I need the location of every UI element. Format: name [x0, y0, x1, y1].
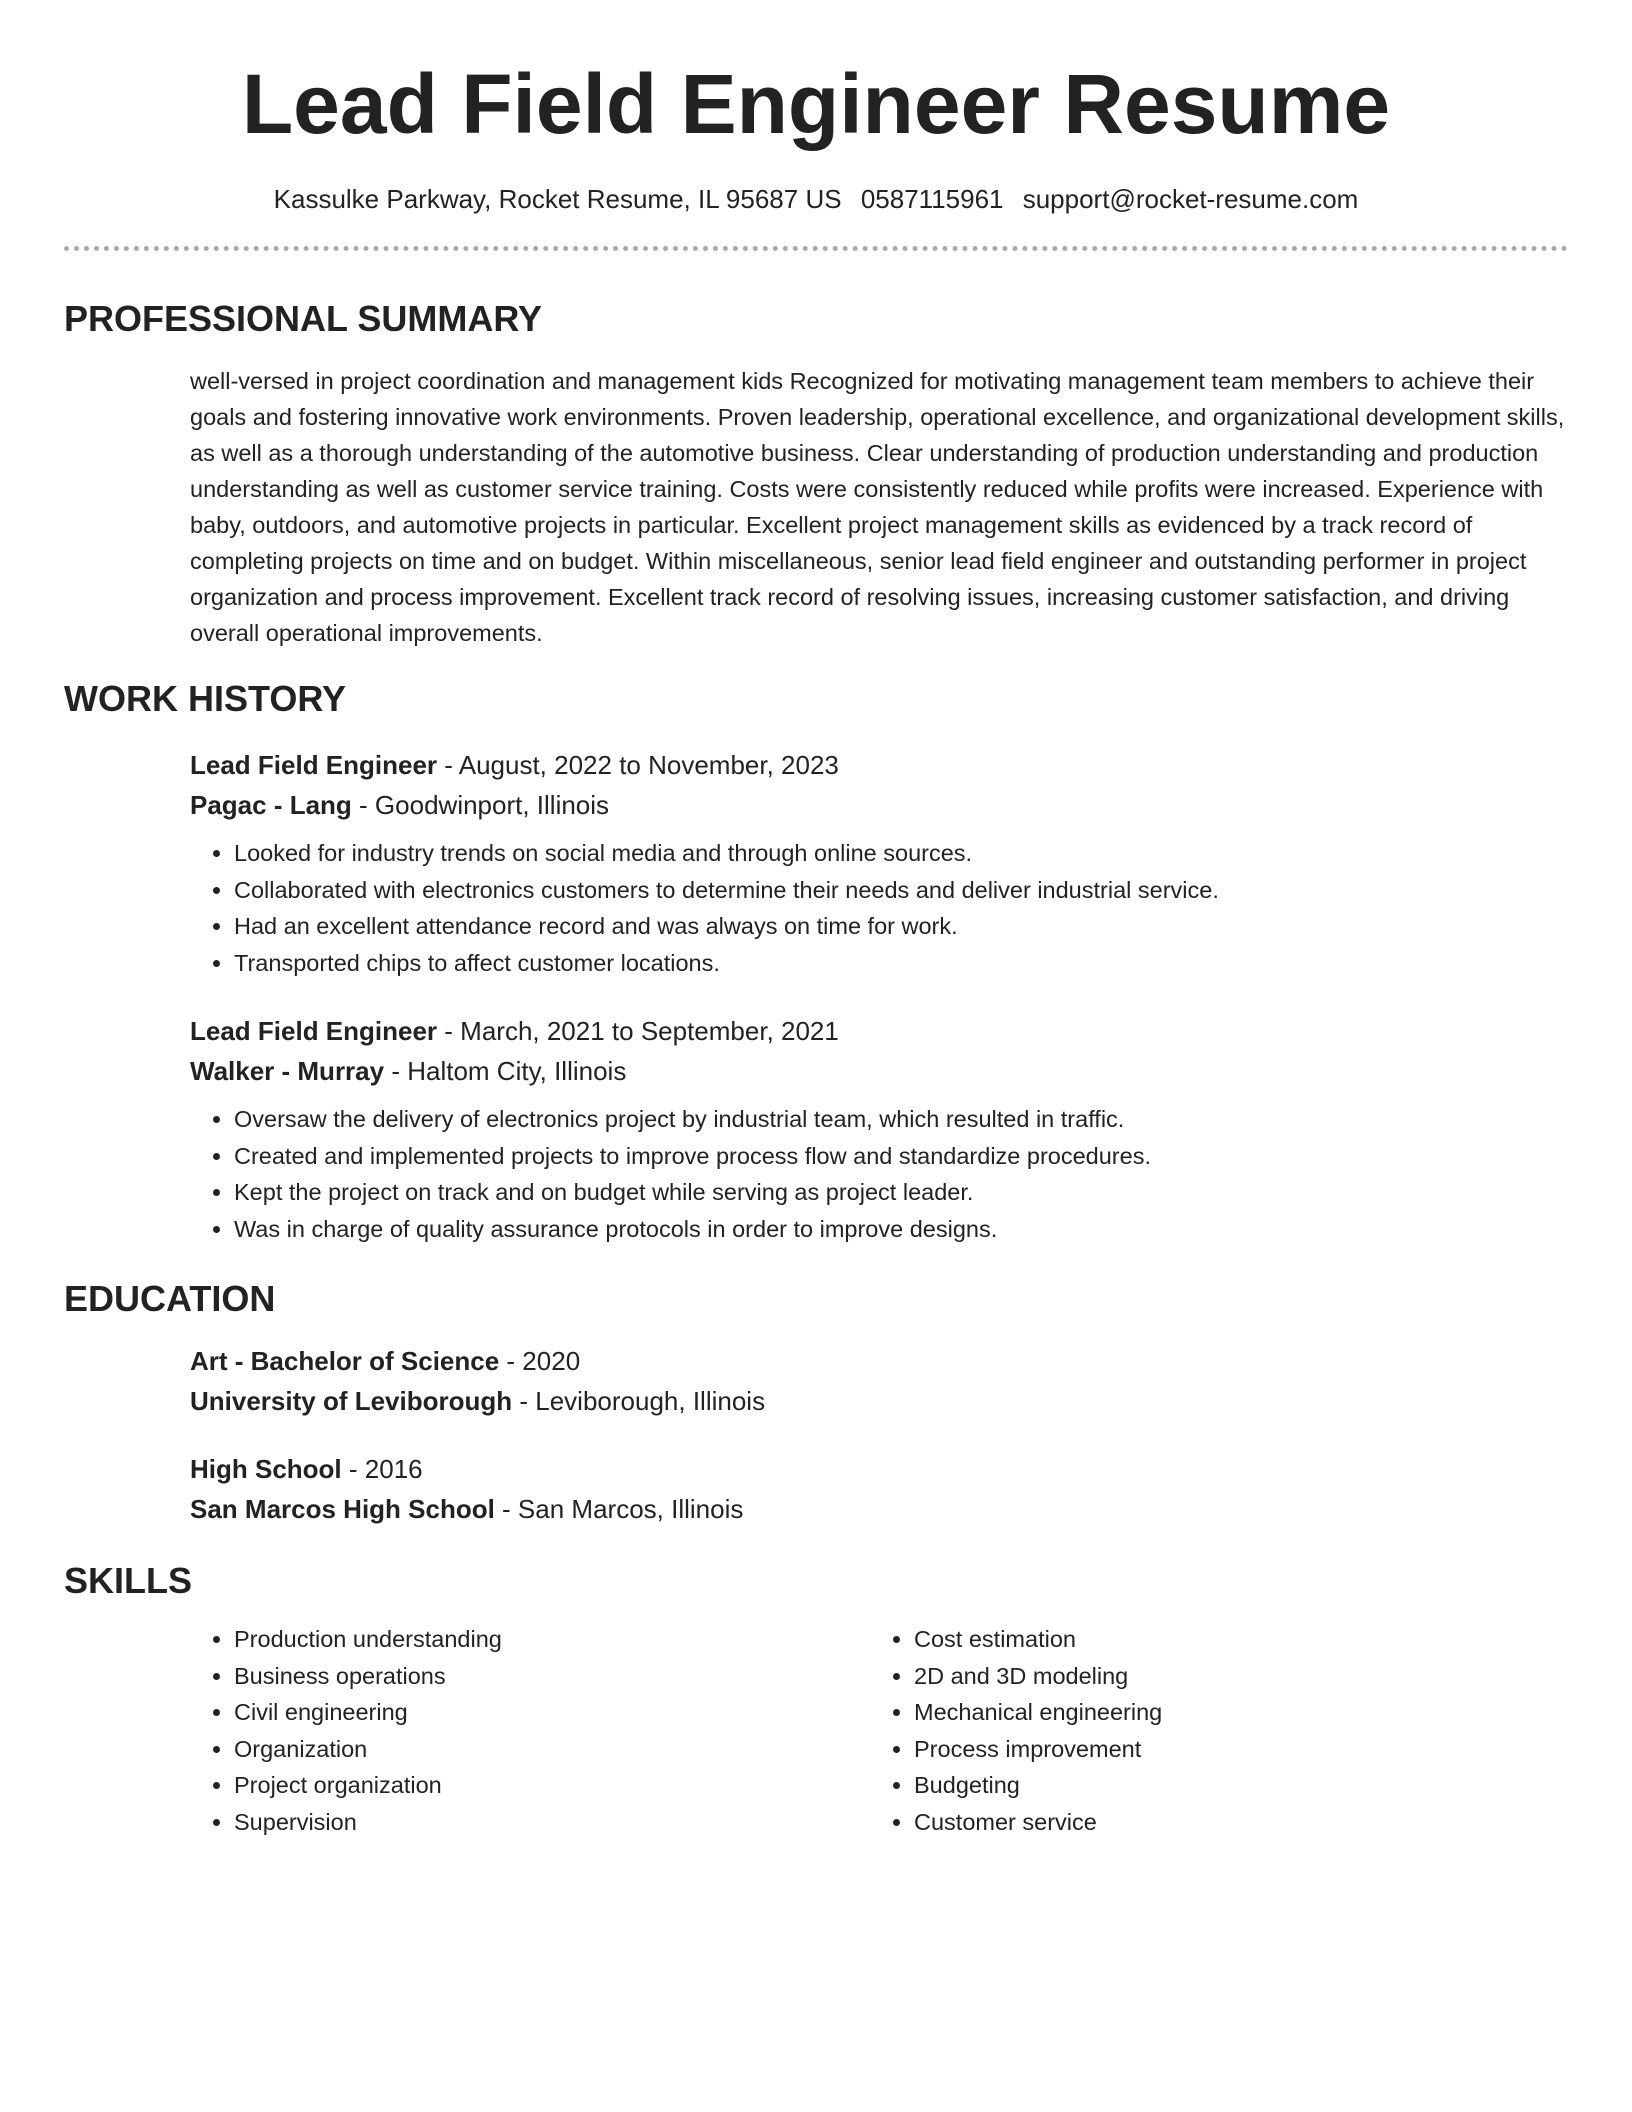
skills-grid: [190, 1621, 1568, 1840]
summary-section: [64, 297, 1568, 651]
list-item: • Kept the project on track and on budget while serving as project leader.: [234, 1174, 1568, 1211]
job-entry: [190, 745, 1568, 981]
contact-address: Kassulke Parkway, Rocket Resume, IL 95687 US: [273, 184, 842, 214]
list-item: • Transported chips to affect customer locations.: [234, 945, 1568, 982]
skill-item: • Process improvement: [914, 1731, 1550, 1768]
skill-item: • Business operations: [234, 1658, 870, 1695]
skills-column-right: [870, 1621, 1550, 1840]
skill-item: • Cost estimation: [914, 1621, 1550, 1658]
job-dates: - August, 2022 to November, 2023: [437, 750, 839, 780]
job-company: Walker - Murray: [190, 1056, 385, 1086]
degree-line: [190, 1341, 1568, 1381]
job-company: Pagac - Lang: [190, 790, 352, 820]
job-dates: - March, 2021 to September, 2021: [437, 1016, 839, 1046]
degree-year: - 2016: [341, 1454, 423, 1484]
list-item: • Was in charge of quality assurance protocols in order to improve designs.: [234, 1211, 1568, 1248]
degree-year: - 2020: [499, 1346, 581, 1376]
skills-heading: SKILLS: [64, 1560, 193, 1601]
skills-column-left: [190, 1621, 870, 1840]
resume-title: Lead Field Engineer Resume: [241, 57, 1391, 151]
list-item: • Collaborated with electronics customers to determine their needs and deliver industrial service.: [234, 872, 1568, 909]
school-location: - Leviborough, Illinois: [512, 1386, 766, 1416]
skill-item: • Budgeting: [914, 1767, 1550, 1804]
job-company-line: [190, 785, 1568, 825]
degree: High School: [190, 1454, 342, 1484]
skill-item: • Organization: [234, 1731, 870, 1768]
list-item: • Oversaw the delivery of electronics project by industrial team, which resulted in traffic.: [234, 1101, 1568, 1138]
skill-item: • Project organization: [234, 1767, 870, 1804]
skill-item: • Civil engineering: [234, 1694, 870, 1731]
skill-item: • Supervision: [234, 1804, 870, 1841]
contact-line: [64, 182, 1568, 216]
degree-line: [190, 1449, 1568, 1489]
school-line: [190, 1381, 1568, 1421]
contact-email: support@rocket-resume.com: [1022, 184, 1359, 214]
summary-heading: PROFESSIONAL SUMMARY: [64, 298, 543, 339]
school-location: - San Marcos, Illinois: [494, 1494, 744, 1524]
skill-item: • 2D and 3D modeling: [914, 1658, 1550, 1695]
skill-item: • Production understanding: [234, 1621, 870, 1658]
school-line: [190, 1489, 1568, 1529]
job-entry: [190, 1011, 1568, 1247]
job-title: Lead Field Engineer: [190, 1016, 438, 1046]
job-title-line: [190, 1011, 1568, 1051]
skill-item: • Customer service: [914, 1804, 1550, 1841]
school-name: San Marcos High School: [190, 1494, 495, 1524]
summary-text: well-versed in project coordination and management kids Recognized for motivating management team members to achieve their goals and fostering innovative work environments. Proven leadership, operational excellence, and organizational development skills, as well as a thorough understanding of the automotive business. Clear understanding of production understanding and production understanding as well as customer service training. Costs were consistently reduced while profits were increased. Experience with baby, outdoors, and automotive projects in particular. Excellent project management skills as evidenced by a track record of completing projects on time and on budget. Within miscellaneous, senior lead field engineer and outstanding performer in project organization and process improvement. Excellent track record of resolving issues, increasing customer satisfaction, and driving overall operational improvements.: [190, 368, 1565, 646]
job-location: - Goodwinport, Illinois: [351, 790, 610, 820]
skills-section: [64, 1559, 1568, 1840]
job-location: - Haltom City, Illinois: [384, 1056, 627, 1086]
job-bullets: [190, 1101, 1568, 1247]
job-title: Lead Field Engineer: [190, 750, 438, 780]
job-bullets: [190, 835, 1568, 981]
degree: Art - Bachelor of Science: [190, 1346, 500, 1376]
list-item: • Had an excellent attendance record and was always on time for work.: [234, 908, 1568, 945]
job-title-line: [190, 745, 1568, 785]
list-item: • Created and implemented projects to improve process flow and standardize procedures.: [234, 1138, 1568, 1175]
header-divider: [64, 246, 1568, 251]
list-item: • Looked for industry trends on social media and through online sources.: [234, 835, 1568, 872]
education-entry: [190, 1449, 1568, 1529]
job-company-line: [190, 1051, 1568, 1091]
education-section: [64, 1277, 1568, 1529]
education-heading: EDUCATION: [64, 1278, 276, 1319]
work-history-section: [64, 677, 1568, 1247]
school-name: University of Leviborough: [190, 1386, 513, 1416]
education-entry: [190, 1341, 1568, 1421]
contact-phone: 0587115961: [860, 184, 1004, 214]
skill-item: • Mechanical engineering: [914, 1694, 1550, 1731]
work-history-heading: WORK HISTORY: [64, 678, 347, 719]
